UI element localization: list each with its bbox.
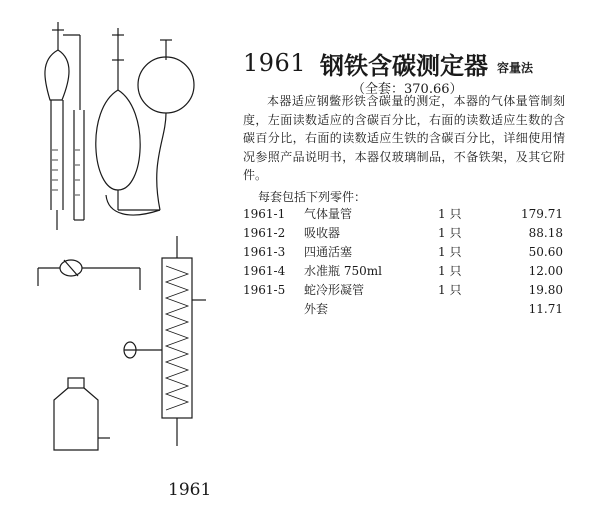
- part-qty: 1 只: [438, 207, 462, 221]
- part-name: 外套: [304, 302, 329, 316]
- part-qty: 1 只: [438, 226, 462, 240]
- part-price: 50.60: [528, 245, 563, 259]
- parts-row: [243, 262, 563, 281]
- part-name: 吸收器: [304, 226, 341, 240]
- part-price: 179.71: [521, 207, 563, 221]
- part-price: 88.18: [528, 226, 563, 240]
- product-title: 钢铁含碳测定器: [320, 52, 488, 80]
- gas-burette-drawing: [45, 22, 84, 230]
- part-code: 1961-4: [243, 264, 286, 278]
- part-price: 19.80: [528, 283, 563, 297]
- part-code: 1961-2: [243, 226, 286, 240]
- parts-row: [243, 243, 563, 262]
- part-qty: 1 只: [438, 264, 462, 278]
- figure-number: 1961: [168, 480, 212, 500]
- part-qty: 1 只: [438, 283, 462, 297]
- model-number: 1961: [243, 49, 307, 77]
- part-code: 1961-1: [243, 207, 286, 221]
- parts-list: [243, 205, 563, 319]
- part-code: 1961-3: [243, 245, 286, 259]
- part-name: 四通活塞: [304, 245, 353, 259]
- absorber-drawing: [96, 28, 194, 215]
- leveling-bottle-drawing: [54, 378, 110, 450]
- part-code: 1961-5: [243, 283, 286, 297]
- method-label: 容量法: [497, 61, 534, 75]
- part-qty: 1 只: [438, 245, 462, 259]
- parts-row: [243, 224, 563, 243]
- burette-graduations: [52, 150, 80, 195]
- parts-row: [243, 281, 563, 300]
- product-description: 本器适应钢鳖形铁含碳量的测定，本器的气体量管制刻度，左面读数适应的含碳百分比，右面的读数适应生数的含碳百分比，右面的读数适应生铁的含碳百分比，详细使用情况参照产品说明书，本器仅玻璃制品，不备铁架，及其它附件。: [243, 94, 565, 182]
- part-name: 水准瓶 750ml: [304, 264, 382, 278]
- parts-heading: 每套包括下列零件：: [258, 190, 367, 204]
- set-price: （全套：370.66）: [352, 82, 463, 97]
- part-name: 蛇冷形凝管: [304, 283, 365, 297]
- parts-row: [243, 300, 563, 319]
- part-price: 12.00: [528, 264, 563, 278]
- part-price: 11.71: [528, 302, 563, 316]
- four-way-stopcock-drawing: [38, 260, 140, 290]
- part-name: 气体量管: [304, 207, 353, 221]
- parts-row: [243, 205, 563, 224]
